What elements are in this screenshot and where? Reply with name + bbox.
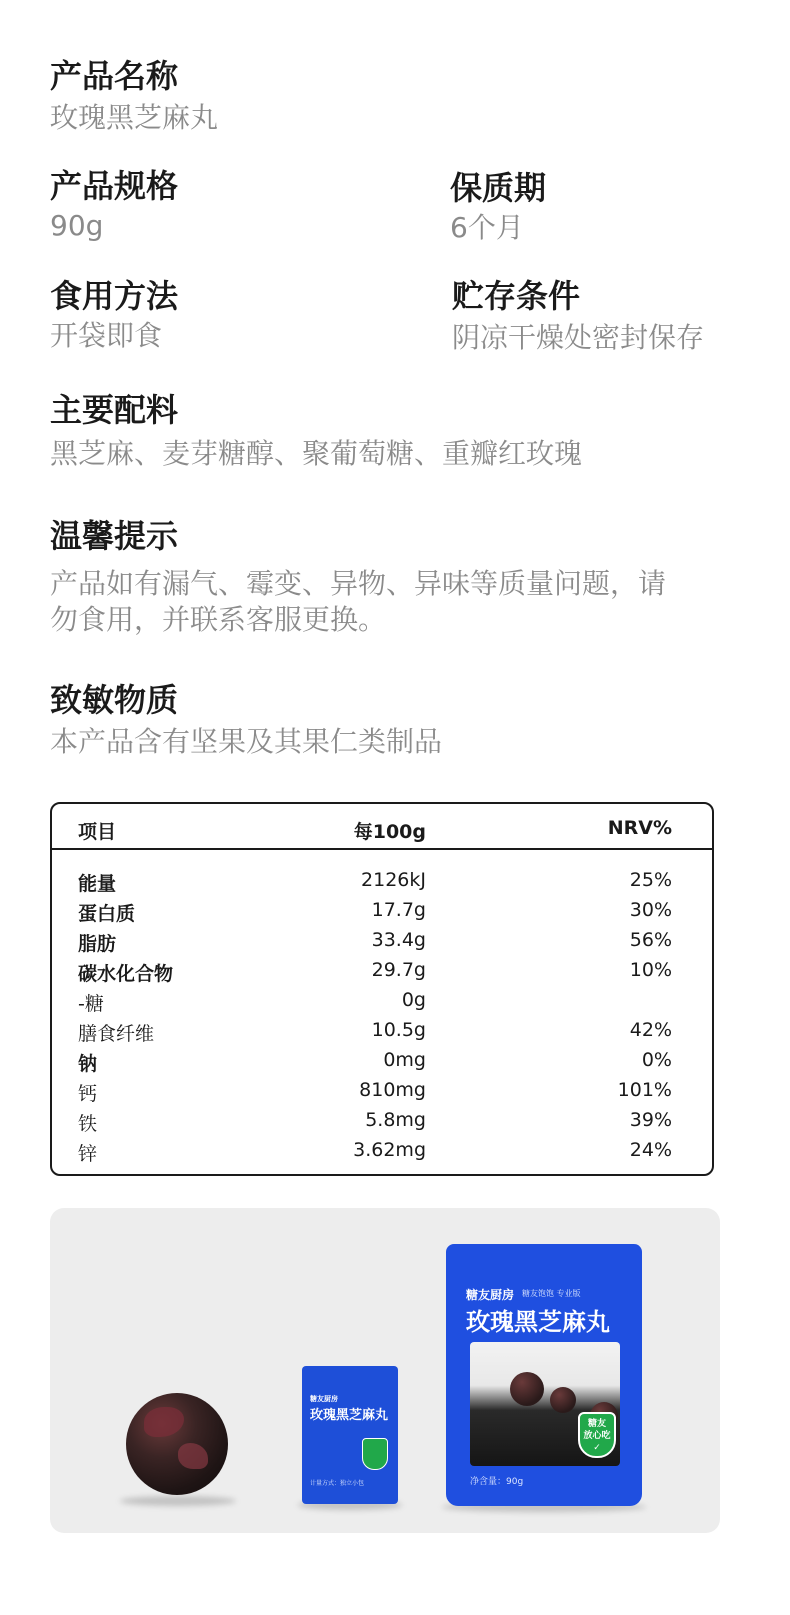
tips-section <box>50 516 666 638</box>
table-row <box>52 1106 712 1136</box>
usage-label: 食用方法 <box>50 277 179 315</box>
allergen-section <box>50 680 442 760</box>
small-pack-badge-icon <box>362 1438 388 1470</box>
spec-value: 90g <box>50 209 104 242</box>
nutrient-name: 膳食纤维 <box>78 1023 155 1045</box>
nutrient-name: 脂肪 <box>78 933 117 955</box>
table-row <box>52 866 712 896</box>
nutrient-name: -糖 <box>78 993 104 1015</box>
big-pack-subtitle: 糖友饱饱 专业版 <box>522 1289 581 1298</box>
nutrient-nrv: 25% <box>629 869 672 891</box>
nutrient-per-100g: 0g <box>401 989 426 1011</box>
badge-line-2: 放心吃 <box>583 1431 611 1441</box>
product-image-panel <box>50 1208 720 1533</box>
big-pack-net-weight: 净含量：90g <box>470 1477 524 1487</box>
shelf-life-label: 保质期 <box>450 169 547 207</box>
table-row <box>52 896 712 926</box>
ingredients-label: 主要配料 <box>50 391 179 429</box>
table-row <box>52 1076 712 1106</box>
nutrient-per-100g: 29.7g <box>371 959 426 981</box>
nutrition-rows <box>52 866 712 1166</box>
nutrition-table <box>50 802 714 1176</box>
nutrient-name: 铁 <box>78 1113 98 1135</box>
header-item: 项目 <box>78 821 117 843</box>
nutrient-nrv: 24% <box>629 1139 672 1161</box>
shield-check-icon <box>578 1412 616 1458</box>
nutrient-name: 蛋白质 <box>78 903 136 925</box>
nutrition-table-header <box>52 804 712 850</box>
big-pack-brand: 糖友厨房 <box>466 1288 515 1302</box>
header-per-100g: 每100g <box>353 821 426 843</box>
nutrient-name: 钙 <box>78 1083 98 1105</box>
small-pack-image <box>302 1366 398 1504</box>
nutrient-per-100g: 810mg <box>359 1079 426 1101</box>
nutrient-nrv: 56% <box>629 929 672 951</box>
big-pack-image <box>446 1244 642 1506</box>
tips-line-1: 产品如有漏气、霉变、异物、异味等质量问题，请 <box>50 567 667 600</box>
allergen-value: 本产品含有坚果及其果仁类制品 <box>50 725 443 758</box>
table-row <box>52 986 712 1016</box>
nutrient-nrv: 39% <box>629 1109 672 1131</box>
usage-section <box>50 276 178 354</box>
product-name-value: 玫瑰黑芝麻丸 <box>50 101 219 134</box>
nutrient-nrv: 101% <box>617 1079 672 1101</box>
nutrient-name: 能量 <box>78 873 117 895</box>
nutrient-name: 碳水化合物 <box>78 963 174 985</box>
storage-value: 阴凉干燥处密封保存 <box>452 321 705 354</box>
small-pack-foot: 计量方式：独立小包 <box>310 1480 365 1487</box>
check-icon: ✓ <box>593 1443 601 1453</box>
table-row <box>52 1046 712 1076</box>
small-pack-title: 玫瑰黑芝麻丸 <box>310 1408 389 1423</box>
usage-value: 开袋即食 <box>50 319 163 352</box>
spec-label: 产品规格 <box>50 167 179 205</box>
header-nrv: NRV% <box>607 817 672 839</box>
tips-line-2: 勿食用，并联系客服更换。 <box>50 603 387 636</box>
nutrient-nrv: 10% <box>629 959 672 981</box>
sesame-ball-icon <box>510 1372 544 1406</box>
table-row <box>52 1136 712 1166</box>
nutrient-per-100g: 3.62mg <box>353 1139 426 1161</box>
sesame-ball-image <box>126 1393 228 1495</box>
nutrient-per-100g: 0mg <box>383 1049 426 1071</box>
shelf-life-section <box>450 168 546 246</box>
nutrient-name: 锌 <box>78 1143 98 1165</box>
nutrient-nrv: 42% <box>629 1019 672 1041</box>
table-row <box>52 956 712 986</box>
nutrient-nrv: 0% <box>641 1049 672 1071</box>
table-row <box>52 1016 712 1046</box>
sesame-ball-icon <box>550 1387 576 1413</box>
ball-shadow <box>120 1496 236 1506</box>
nutrient-per-100g: 5.8mg <box>365 1109 426 1131</box>
badge-line-1: 糖友 <box>587 1419 606 1429</box>
nutrient-per-100g: 2126kJ <box>361 869 426 891</box>
storage-label: 贮存条件 <box>452 277 581 315</box>
ingredients-section <box>50 390 582 472</box>
big-pack-title: 玫瑰黑芝麻丸 <box>466 1308 610 1336</box>
table-row <box>52 926 712 956</box>
shelf-life-value: 6个月 <box>450 211 524 244</box>
storage-section <box>452 276 704 356</box>
allergen-label: 致敏物质 <box>50 681 179 719</box>
product-name-label: 产品名称 <box>50 57 179 95</box>
nutrient-name: 钠 <box>78 1053 98 1075</box>
nutrient-nrv: 30% <box>629 899 672 921</box>
product-name-section <box>50 56 218 136</box>
nutrient-per-100g: 33.4g <box>371 929 426 951</box>
ingredients-value: 黑芝麻、麦芽糖醇、聚葡萄糖、重瓣红玫瑰 <box>50 437 583 470</box>
nutrient-per-100g: 10.5g <box>371 1019 426 1041</box>
small-pack-brand: 糖友厨房 <box>310 1395 338 1403</box>
tips-label: 温馨提示 <box>50 517 179 555</box>
nutrient-per-100g: 17.7g <box>371 899 426 921</box>
spec-section <box>50 166 178 244</box>
